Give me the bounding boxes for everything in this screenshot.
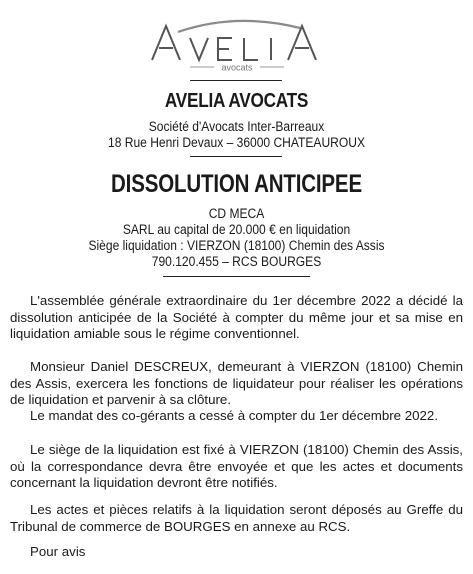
firm-line-2: 18 Rue Henri Devaux – 36000 CHATEAUROUX xyxy=(107,135,365,150)
company-seat: Siège liquidation : VIERZON (18100) Chemin des Assis xyxy=(88,238,385,253)
logo-letter-a1 xyxy=(152,26,180,60)
avelia-logo xyxy=(0,4,473,74)
paragraph-seat: Le siège de la liquidation est fixé à VIERZON (18100) Chemin des Assis, où la correspondance devra être envoyée et que les actes et documents concernant la liquidation devront être notifiés. xyxy=(10,442,463,491)
firm-name: AVELIA AVOCATS xyxy=(164,90,309,112)
logo-letter-a2 xyxy=(288,26,316,60)
divider-bottom xyxy=(163,276,310,277)
divider-middle xyxy=(190,156,282,157)
paragraph-filing: Les actes et pièces relatifs à la liquidation seront déposés au Greffe du Tribunal de commerce de BOURGES en annexe au RCS. xyxy=(10,502,463,534)
logo-letter-v xyxy=(190,38,208,60)
logo-letter-e xyxy=(218,38,232,60)
logo-roof-arc xyxy=(178,21,300,32)
paragraph-dissolution: L'assemblée générale extraordinaire du 1er décembre 2022 a décidé la dissolution anticipée de la Société à compter du même jour et sa mise en liquidation amiable sous le régime conventionnel. xyxy=(10,293,463,342)
divider-top xyxy=(190,80,282,81)
closing-pour-avis: Pour avis xyxy=(30,544,86,559)
paragraph-liquidator: Monsieur Daniel DESCREUX, demeurant à VIERZON (18100) Chemin des Assis, exercera les fonctions de liquidateur pour réaliser les opérations de liquidation et parvenir à sa clôture. xyxy=(10,359,463,408)
company-name: CD MECA xyxy=(208,206,265,221)
company-capital: SARL au capital de 20.000 € en liquidation xyxy=(122,222,351,237)
logo-tagline: avocats xyxy=(221,62,253,73)
company-rcs: 790.120.455 – RCS BOURGES xyxy=(151,254,322,269)
notice-title: DISSOLUTION ANTICIPEE xyxy=(111,170,362,198)
logo-letter-l xyxy=(244,38,258,60)
firm-line-1: Société d'Avocats Inter-Barreaux xyxy=(148,119,325,134)
paragraph-mandate: Le mandat des co-gérants a cessé à compter du 1er décembre 2022. xyxy=(30,408,439,423)
